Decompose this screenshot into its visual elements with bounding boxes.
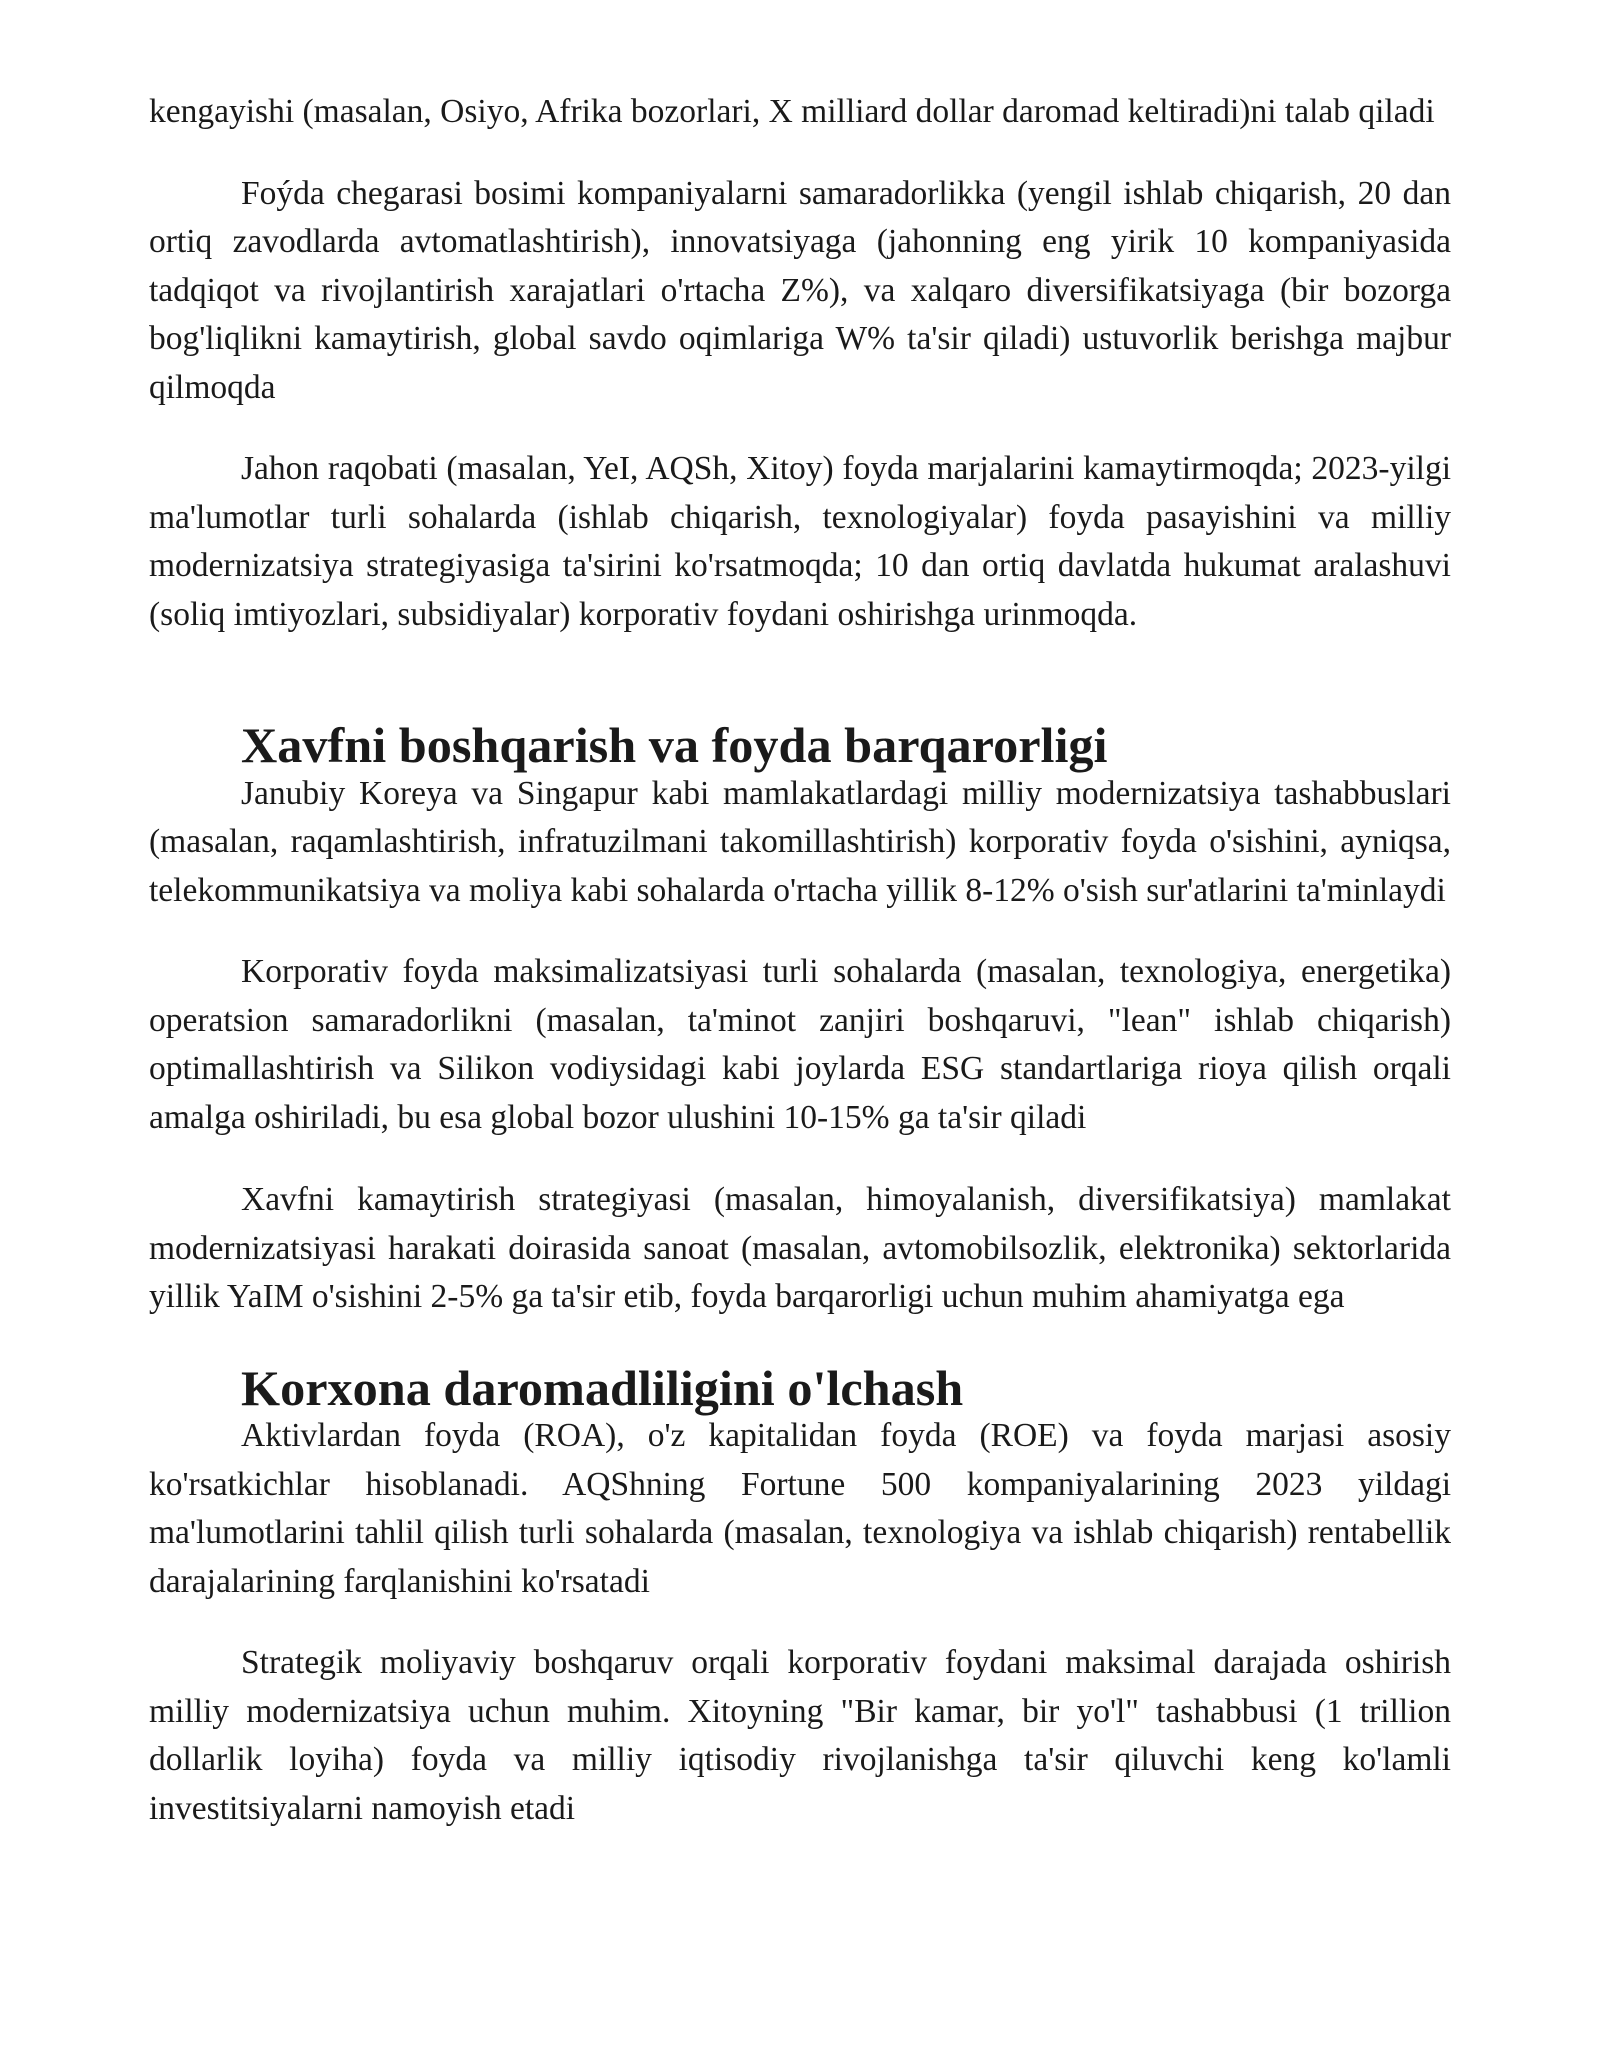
paragraph-strategic-finance: Strategik moliyaviy boshqaruv orqali korporativ foydani maksimal darajada oshirish milliy modernizatsiya uchun muhim. Xitoyning "Bir kamar, bir yo'l" tashabbusi (1 trillion dollarlik loyiha) foyda va milliy iqtisodiy rivojlanishga ta'sir qiluvchi keng ko'lamli investitsiyalarni namoyish etadi — [149, 1644, 1451, 1827]
paragraph-profit-maximization: Korporativ foyda maksimalizatsiyasi turli sohalarda (masalan, texnologiya, energetika) operatsion samaradorlikni (masalan, ta'minot zanjiri boshqaruvi, "lean" ishlab chiqarish) optimallashtirish va Silikon vodiysidagi kabi joylarda ESG standartlariga rioya qilish orqali amalga oshiriladi, bu esa global bozor ulushini 10-15% ga ta'sir qiladi — [149, 953, 1451, 1136]
document-body — [149, 88, 1451, 1833]
heading-profitability-measurement: Korxona daromadliligini o'lchash — [241, 1359, 964, 1416]
paragraph-profit-pressure: Foýda chegarasi bosimi kompaniyalarni samaradorlikka (yengil ishlab chiqarish, 20 dan ortiq zavodlarda avtomatlashtirish), innovatsiyaga (jahonning eng yirik 10 kompaniyasida tadqiqot va rivojlantirish xarajatlari o'rtacha Z%), va xalqaro diversifikatsiyaga (bir bozorga bog'liqlikni kamaytirish, global savdo oqimlariga W% ta'sir qiladi) ustuvorlik berishga majbur qilmoqda — [149, 174, 1451, 406]
heading-risk-management: Xavfni boshqarish va foyda barqarorligi — [241, 717, 1108, 773]
paragraph-market-expansion: kengayishi (masalan, Osiyo, Afrika bozorlari, X milliard dollar daromad keltiradi)ni talab qiladi — [149, 93, 1435, 130]
paragraph-national-modernization: Janubiy Koreya va Singapur kabi mamlakatlardagi milliy modernizatsiya tashabbuslari (masalan, raqamlashtirish, infratuzilmani takomillashtirish) korporativ foyda o'sishini, ayniqsa, telekommunikatsiya va moliya kabi sohalarda o'rtacha yillik 8-12% o'sish sur'atlarini ta'minlaydi — [149, 774, 1451, 909]
paragraph-roa-roe: Aktivlardan foyda (ROA), o'z kapitalidan foyda (ROE) va foyda marjasi asosiy ko'rsatkichlar hisoblanadi. AQShning Fortune 500 kompaniyalarining 2023 yildagi ma'lumotlarini tahlil qilish turli sohalarda (masalan, texnologiya va ishlab chiqarish) rentabellik darajalarining farqlanishini ko'rsatadi — [149, 1417, 1451, 1600]
paragraph-risk-reduction: Xavfni kamaytirish strategiyasi (masalan, himoyalanish, diversifikatsiya) mamlakat modernizatsiyasi harakati doirasida sanoat (masalan, avtomobilsozlik, elektronika) sektorlarida yillik YaIM o'sishini 2-5% ga ta'sir etib, foyda barqarorligi uchun muhim ahamiyatga ega — [149, 1181, 1451, 1315]
paragraph-global-competition: Jahon raqobati (masalan, YeI, AQSh, Xitoy) foyda marjalarini kamaytirmoqda; 2023-yilgi ma'lumotlar turli sohalarda (ishlab chiqarish, texnologiyalar) foyda pasayishini va milliy modernizatsiya strategiyasiga ta'sirini ko'rsatmoqda; 10 dan ortiq davlatda hukumat aralashuvi (soliq imtiyozlari, subsidiyalar) korporativ foydani oshirishga urinmoqda. — [149, 450, 1451, 633]
